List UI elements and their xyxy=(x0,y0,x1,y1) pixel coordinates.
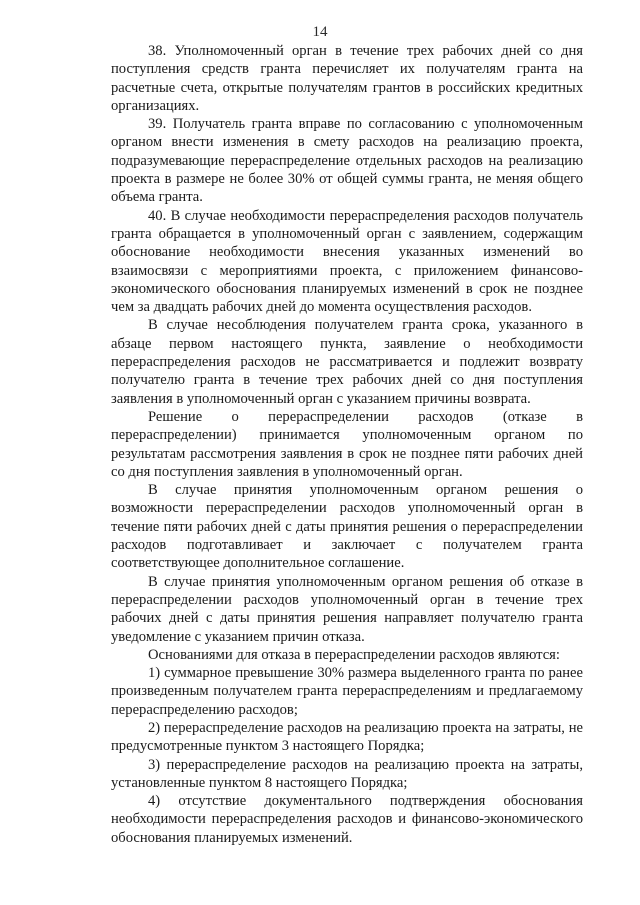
paragraph-40-approval: В случае принятия уполномоченным органом решения о возможности перераспределении расходов уполномоченный орган в течение пяти рабочих дней с даты принятия решения о перераспределении расходов подготавливает и заключает с получателем гранта соответствующее дополнительное соглашение. xyxy=(111,482,583,572)
paragraph-38: 38. Уполномоченный орган в течение трех рабочих дней со дня поступления средств гранта перечисляет их получателям гранта на расчетные счета, открытые получателям грантов в российских кредитных организациях. xyxy=(111,43,583,114)
paragraph-40-refusal-grounds-intro: Основаниями для отказа в перераспределении расходов являются: xyxy=(148,646,560,663)
page-number: 14 xyxy=(312,24,328,40)
paragraph-40-refusal: В случае принятия уполномоченным органом решения об отказе в перераспределении расходов уполномоченный орган в течение трех рабочих дней с даты принятия решения направляет получателю гранта уведомление с указанием причин отказа. xyxy=(111,573,583,645)
list-item-1: 1) суммарное превышение 30% размера выделенного гранта по ранее произведенным получателем гранта перераспределениям и предлагаемому перераспределению расходов; xyxy=(111,665,583,718)
paragraph-40-deadline-violation: В случае несоблюдения получателем гранта срока, указанного в абзаце первом настоящего пункта, заявление о необходимости перераспределения расходов не рассматривается и подлежит возврату получателю гранта в течение трех рабочих дней со дня поступления заявления в уполномоченный орган с указанием причины возврата. xyxy=(111,317,583,407)
list-item-3: 3) перераспределение расходов на реализацию проекта на затраты, установленные пунктом 8 настоящего Порядка; xyxy=(111,756,583,791)
paragraph-39: 39. Получатель гранта вправе по согласованию с уполномоченным органом внести изменения в смету расходов на реализацию проекта, подразумевающие перераспределение отдельных расходов на реализацию проекта в размере не более 30% от общей суммы гранта, не меняя общего объема гранта. xyxy=(111,116,583,206)
list-item-2: 2) перераспределение расходов на реализацию проекта на затраты, не предусмотренные пунктом 3 настоящего Порядка; xyxy=(111,719,583,755)
document-body xyxy=(111,42,583,847)
paragraph-40: 40. В случае необходимости перераспределения расходов получатель гранта обращается в уполномоченный орган с заявлением, содержащим обоснование необходимости внесения указанных изменений во взаимосвязи с мероприятиями проекта, с приложением финансово-экономического обоснования планируемых изменений в срок не позднее чем за двадцать рабочих дней до момента осуществления расходов. xyxy=(111,207,583,316)
list-item-4: 4) отсутствие документального подтверждения обоснования необходимости перераспределения расходов и финансово-экономического обоснования планируемых изменений. xyxy=(111,793,583,846)
paragraph-40-decision: Решение о перераспределении расходов (отказе в перераспределении) принимается уполномоченным органом по результатам рассмотрения заявления в срок не позднее пяти рабочих дней со дня поступления заявления в уполномоченный орган. xyxy=(111,408,583,480)
